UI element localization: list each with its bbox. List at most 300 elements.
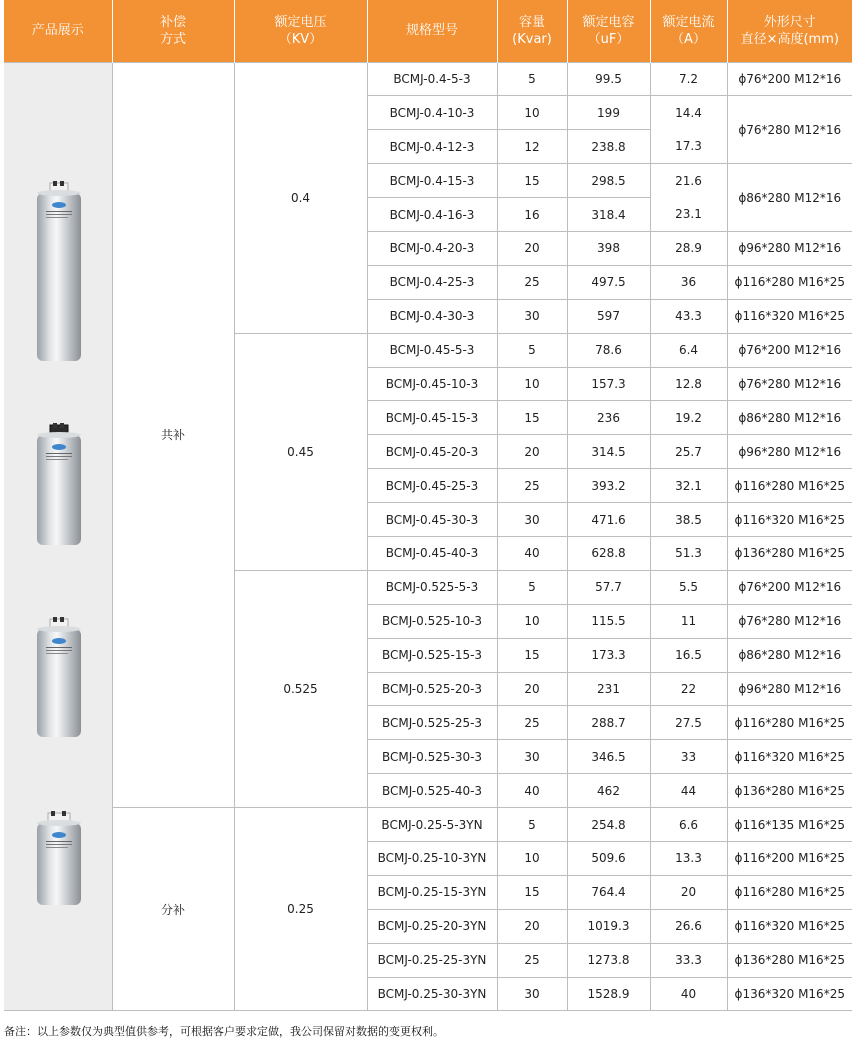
cell-text: 318.4 [591, 207, 626, 222]
model-cell [367, 367, 497, 401]
cell-text: BCMJ-0.4-10-3 [389, 105, 475, 120]
cell-text: ϕ76*280 M12*16 [738, 614, 842, 629]
header-capacity: 容量 (Kvar) [497, 0, 567, 62]
cell-text: 173.3 [591, 648, 626, 663]
capacitance-cell [567, 638, 650, 672]
cell-text: BCMJ-0.25-30-3YN [377, 986, 487, 1001]
cell-text: ϕ136*280 M16*25 [734, 953, 845, 968]
spec-table-container [4, 0, 852, 1016]
cell-text: 497.5 [591, 275, 626, 290]
capacity-cell [497, 503, 567, 537]
cell-text: 5 [528, 817, 536, 832]
cell-text: 0.4 [290, 190, 311, 205]
cell-text: 分补 [160, 902, 185, 917]
cell-text: ϕ96*280 M12*16 [738, 444, 842, 459]
cell-text: 764.4 [591, 885, 626, 900]
capacity-cell [497, 96, 567, 130]
cell-text: 5 [528, 580, 536, 595]
cell-text: 19.2 [675, 410, 702, 425]
current-cell [650, 164, 727, 198]
cell-text: BCMJ-0.45-40-3 [385, 546, 479, 561]
header-capacitance: 额定电容 （uF） [567, 0, 650, 62]
cell-text: 30 [524, 749, 540, 764]
model-cell [367, 570, 497, 604]
capacity-cell [497, 808, 567, 842]
cell-text: 20 [524, 919, 540, 934]
dimension-cell [727, 875, 852, 909]
cell-text: 共补 [160, 428, 185, 443]
current-cell [650, 672, 727, 706]
cell-text: 1528.9 [587, 986, 630, 1001]
cell-text: ϕ116*320 M16*25 [734, 749, 845, 764]
capacitance-cell [567, 808, 650, 842]
voltage-cell [234, 333, 367, 570]
capacitance-cell [567, 672, 650, 706]
cell-text: BCMJ-0.525-25-3 [381, 715, 483, 730]
model-cell [367, 774, 497, 808]
capacitance-cell [567, 604, 650, 638]
capacity-cell [497, 164, 567, 198]
current-cell [650, 638, 727, 672]
cell-text: BCMJ-0.4-15-3 [389, 173, 475, 188]
cell-text: BCMJ-0.4-16-3 [389, 207, 475, 222]
current-cell [650, 299, 727, 333]
current-cell [650, 231, 727, 265]
cell-text: BCMJ-0.4-25-3 [389, 275, 475, 290]
cell-text: 32.1 [675, 478, 702, 493]
cell-text: 33.3 [675, 953, 702, 968]
capacitance-cell [567, 333, 650, 367]
cell-text: 15 [524, 173, 540, 188]
cell-text: 38.5 [675, 512, 702, 527]
capacity-cell [497, 536, 567, 570]
cell-text: 57.7 [595, 580, 622, 595]
capacity-cell [497, 231, 567, 265]
dimension-cell [727, 808, 852, 842]
dimension-cell [727, 943, 852, 977]
current-cell [650, 469, 727, 503]
cell-text: ϕ136*320 M16*25 [734, 986, 845, 1001]
capacity-cell [497, 198, 567, 232]
current-cell [650, 977, 727, 1011]
cell-text: 1273.8 [587, 953, 630, 968]
cell-text: ϕ86*280 M12*16 [738, 190, 842, 205]
current-cell [650, 909, 727, 943]
cell-text: 25 [524, 275, 540, 290]
cell-text: 27.5 [675, 715, 702, 730]
current-cell [650, 774, 727, 808]
model-cell [367, 706, 497, 740]
cell-text: ϕ76*200 M12*16 [738, 71, 842, 86]
capacity-cell [497, 604, 567, 638]
dimension-cell [727, 672, 852, 706]
cell-text: BCMJ-0.525-15-3 [381, 648, 483, 663]
capacity-cell [497, 841, 567, 875]
cell-text: ϕ76*200 M12*16 [738, 343, 842, 358]
cell-text: 40 [524, 783, 540, 798]
dimension-cell [727, 909, 852, 943]
capacity-cell [497, 469, 567, 503]
cell-text: 236 [597, 410, 620, 425]
cell-text: 11 [680, 614, 697, 629]
capacitance-cell [567, 706, 650, 740]
dimension-cell [727, 536, 852, 570]
header-current: 额定电流 （A） [650, 0, 727, 62]
current-cell [650, 604, 727, 638]
cell-text: ϕ96*280 M12*16 [738, 241, 842, 256]
cell-text: 597 [597, 309, 620, 324]
cell-text: 30 [524, 309, 540, 324]
cell-text: 0.45 [287, 444, 314, 459]
current-cell [650, 62, 727, 96]
capacitance-cell [567, 367, 650, 401]
model-cell [367, 638, 497, 672]
cell-text: BCMJ-0.45-15-3 [385, 410, 479, 425]
table-body [4, 62, 852, 1011]
capacitance-cell [567, 469, 650, 503]
cell-text: 30 [524, 986, 540, 1001]
capacitance-cell [567, 265, 650, 299]
dimension-cell [727, 503, 852, 537]
cell-text: 12 [524, 139, 540, 154]
cell-text: 0.525 [283, 681, 318, 696]
current-cell [650, 841, 727, 875]
capacitance-cell [567, 401, 650, 435]
cell-text: 40 [524, 546, 540, 561]
cell-text: BCMJ-0.525-10-3 [381, 614, 483, 629]
capacity-cell [497, 638, 567, 672]
model-cell [367, 333, 497, 367]
capacity-cell [497, 401, 567, 435]
cell-text: 21.6 [675, 173, 702, 188]
cell-text: ϕ116*320 M16*25 [734, 512, 845, 527]
cell-text: BCMJ-0.45-30-3 [385, 512, 479, 527]
dimension-cell [727, 977, 852, 1011]
cell-text: 288.7 [591, 715, 626, 730]
product-image-column [4, 62, 112, 1011]
cell-text: 238.8 [591, 139, 626, 154]
current-cell [650, 503, 727, 537]
cell-text: BCMJ-0.45-10-3 [385, 376, 479, 391]
current-cell [650, 740, 727, 774]
cell-text: BCMJ-0.45-5-3 [389, 343, 475, 358]
capacity-cell [497, 367, 567, 401]
cell-text: 10 [524, 105, 540, 120]
cell-text: 25 [524, 715, 540, 730]
model-cell [367, 198, 497, 232]
cell-text: BCMJ-0.45-20-3 [385, 444, 479, 459]
cell-text: 25 [524, 953, 540, 968]
cell-text: 20 [524, 444, 540, 459]
cell-text: 30 [524, 512, 540, 527]
dimension-cell [727, 333, 852, 367]
cell-text: 22 [680, 681, 697, 696]
cell-text: BCMJ-0.25-15-3YN [377, 885, 487, 900]
cell-text: ϕ116*320 M16*25 [734, 309, 845, 324]
model-cell [367, 469, 497, 503]
header-dimensions: 外形尺寸 直径×高度(mm) [727, 0, 852, 62]
cell-text: 199 [597, 105, 620, 120]
cell-text: ϕ86*280 M12*16 [738, 410, 842, 425]
cell-text: BCMJ-0.45-25-3 [385, 478, 479, 493]
cell-text: ϕ136*280 M16*25 [734, 546, 845, 561]
header-model: 规格型号 [367, 0, 497, 62]
mode-common [112, 62, 234, 808]
cell-text: 25 [524, 478, 540, 493]
table-header-row [4, 0, 852, 62]
current-cell [650, 367, 727, 401]
dimension-cell [727, 774, 852, 808]
cell-text: 0.25 [287, 902, 314, 917]
model-cell [367, 164, 497, 198]
model-cell [367, 401, 497, 435]
capacitor-image-2 [36, 423, 82, 549]
model-cell [367, 130, 497, 164]
cell-text: 6.4 [678, 343, 699, 358]
current-cell [650, 875, 727, 909]
current-cell [650, 706, 727, 740]
voltage-cell [234, 62, 367, 333]
cell-text: ϕ116*280 M16*25 [734, 478, 845, 493]
cell-text: 314.5 [591, 444, 626, 459]
dimension-cell [727, 367, 852, 401]
cell-text: 115.5 [591, 614, 626, 629]
capacity-cell [497, 943, 567, 977]
capacitance-cell [567, 570, 650, 604]
cell-text: ϕ116*135 M16*25 [734, 817, 845, 832]
capacitor-image-4 [36, 811, 82, 909]
capacity-cell [497, 130, 567, 164]
capacitance-cell [567, 503, 650, 537]
cell-text: 51.3 [675, 546, 702, 561]
model-cell [367, 875, 497, 909]
capacitance-cell [567, 435, 650, 469]
cell-text: ϕ116*280 M16*25 [734, 715, 845, 730]
cell-text: BCMJ-0.25-20-3YN [377, 919, 487, 934]
model-cell [367, 604, 497, 638]
cell-text: 462 [597, 783, 620, 798]
table-row [4, 62, 852, 96]
cell-text: 25.7 [675, 444, 702, 459]
model-cell [367, 977, 497, 1011]
model-cell [367, 740, 497, 774]
cell-text: BCMJ-0.4-20-3 [389, 241, 475, 256]
cell-text: 231 [597, 681, 620, 696]
cell-text: 16.5 [675, 648, 702, 663]
dimension-cell [727, 706, 852, 740]
product-images [4, 63, 112, 1010]
cell-text: 393.2 [591, 478, 626, 493]
capacitance-cell [567, 231, 650, 265]
current-cell [650, 96, 727, 130]
cell-text: ϕ96*280 M12*16 [738, 681, 842, 696]
cell-text: ϕ116*320 M16*25 [734, 919, 845, 934]
cell-text: 7.2 [678, 71, 699, 86]
model-cell [367, 672, 497, 706]
spec-table [4, 0, 852, 1011]
capacity-cell [497, 706, 567, 740]
capacitance-cell [567, 875, 650, 909]
cell-text: 5.5 [678, 580, 699, 595]
capacity-cell [497, 875, 567, 909]
cell-text: BCMJ-0.525-40-3 [381, 783, 483, 798]
header-mode: 补偿 方式 [112, 0, 234, 62]
cell-text: ϕ136*280 M16*25 [734, 783, 845, 798]
cell-text: 33 [680, 749, 697, 764]
cell-text: BCMJ-0.525-30-3 [381, 749, 483, 764]
dimension-cell [727, 265, 852, 299]
cell-text: 99.5 [595, 71, 622, 86]
current-cell [650, 333, 727, 367]
model-cell [367, 299, 497, 333]
model-cell [367, 503, 497, 537]
capacity-cell [497, 570, 567, 604]
cell-text: 12.8 [675, 376, 702, 391]
footnote: 备注：以上参数仅为典型值供参考，可根据客户要求定做，我公司保留对数据的变更权利。 [4, 1025, 444, 1038]
current-cell [650, 435, 727, 469]
cell-text: 298.5 [591, 173, 626, 188]
model-cell [367, 943, 497, 977]
cell-text: 28.9 [675, 241, 702, 256]
dimension-cell [727, 164, 852, 232]
cell-text: 20 [524, 681, 540, 696]
current-cell [650, 198, 727, 232]
dimension-cell [727, 401, 852, 435]
cell-text: 23.1 [675, 207, 702, 222]
cell-text: 13.3 [675, 851, 702, 866]
capacitance-cell [567, 299, 650, 333]
capacitance-cell [567, 164, 650, 198]
cell-text: 10 [524, 376, 540, 391]
capacitance-cell [567, 96, 650, 130]
capacity-cell [497, 299, 567, 333]
cell-text: 6.6 [678, 817, 699, 832]
model-cell [367, 62, 497, 96]
cell-text: 1019.3 [587, 919, 630, 934]
cell-text: 628.8 [591, 546, 626, 561]
cell-text: 40 [680, 986, 697, 1001]
cell-text: 398 [597, 241, 620, 256]
capacitance-cell [567, 774, 650, 808]
current-cell [650, 130, 727, 164]
capacitor-image-3 [36, 617, 82, 741]
cell-text: 254.8 [591, 817, 626, 832]
cell-text: 471.6 [591, 512, 626, 527]
cell-text: 157.3 [591, 376, 626, 391]
cell-text: 26.6 [675, 919, 702, 934]
table-row [4, 808, 852, 842]
current-cell [650, 943, 727, 977]
capacitance-cell [567, 740, 650, 774]
cell-text: 15 [524, 648, 540, 663]
voltage-cell [234, 808, 367, 1011]
dimension-cell [727, 570, 852, 604]
dimension-cell [727, 740, 852, 774]
cell-text: 15 [524, 885, 540, 900]
capacity-cell [497, 435, 567, 469]
cell-text: 346.5 [591, 749, 626, 764]
model-cell [367, 808, 497, 842]
model-cell [367, 231, 497, 265]
dimension-cell [727, 435, 852, 469]
capacitance-cell [567, 909, 650, 943]
cell-text: ϕ116*280 M16*25 [734, 275, 845, 290]
model-cell [367, 536, 497, 570]
current-cell [650, 808, 727, 842]
model-cell [367, 435, 497, 469]
model-cell [367, 96, 497, 130]
cell-text: 15 [524, 410, 540, 425]
capacitance-cell [567, 198, 650, 232]
capacitance-cell [567, 62, 650, 96]
dimension-cell [727, 841, 852, 875]
cell-text: 20 [680, 885, 697, 900]
dimension-cell [727, 299, 852, 333]
cell-text: ϕ116*200 M16*25 [734, 851, 845, 866]
model-cell [367, 909, 497, 943]
cell-text: ϕ116*280 M16*25 [734, 885, 845, 900]
model-cell [367, 841, 497, 875]
dimension-cell [727, 96, 852, 164]
cell-text: 10 [524, 851, 540, 866]
cell-text: 36 [680, 275, 697, 290]
cell-text: 44 [680, 783, 697, 798]
cell-text: 20 [524, 241, 540, 256]
current-cell [650, 536, 727, 570]
cell-text: 17.3 [675, 139, 702, 154]
dimension-cell [727, 638, 852, 672]
cell-text: BCMJ-0.25-10-3YN [377, 851, 487, 866]
capacity-cell [497, 672, 567, 706]
capacitance-cell [567, 536, 650, 570]
dimension-cell [727, 231, 852, 265]
cell-text: 5 [528, 71, 536, 86]
dimension-cell [727, 62, 852, 96]
capacity-cell [497, 265, 567, 299]
cell-text: BCMJ-0.4-5-3 [393, 71, 471, 86]
cell-text: BCMJ-0.525-5-3 [385, 580, 479, 595]
cell-text: BCMJ-0.4-12-3 [389, 139, 475, 154]
cell-text: 509.6 [591, 851, 626, 866]
capacity-cell [497, 774, 567, 808]
current-cell [650, 570, 727, 604]
cell-text: ϕ86*280 M12*16 [738, 648, 842, 663]
current-cell [650, 265, 727, 299]
capacity-cell [497, 740, 567, 774]
cell-text: 14.4 [675, 106, 702, 121]
capacity-cell [497, 333, 567, 367]
cell-text: 43.3 [675, 309, 702, 324]
cell-text: BCMJ-0.4-30-3 [389, 309, 475, 324]
capacitance-cell [567, 977, 650, 1011]
dimension-cell [727, 604, 852, 638]
capacitance-cell [567, 943, 650, 977]
cell-text: BCMJ-0.25-5-3YN [381, 817, 483, 832]
capacity-cell [497, 909, 567, 943]
capacity-cell [497, 977, 567, 1011]
header-image: 产品展示 [4, 0, 112, 62]
capacity-cell [497, 62, 567, 96]
cell-text: ϕ76*200 M12*16 [738, 580, 842, 595]
cell-text: 5 [528, 343, 536, 358]
cell-text: 16 [524, 207, 540, 222]
dimension-cell [727, 469, 852, 503]
capacitance-cell [567, 130, 650, 164]
mode-separate [112, 808, 234, 1011]
header-voltage: 额定电压 （KV） [234, 0, 367, 62]
cell-text: BCMJ-0.25-25-3YN [377, 953, 487, 968]
cell-text: ϕ76*280 M12*16 [738, 122, 842, 137]
